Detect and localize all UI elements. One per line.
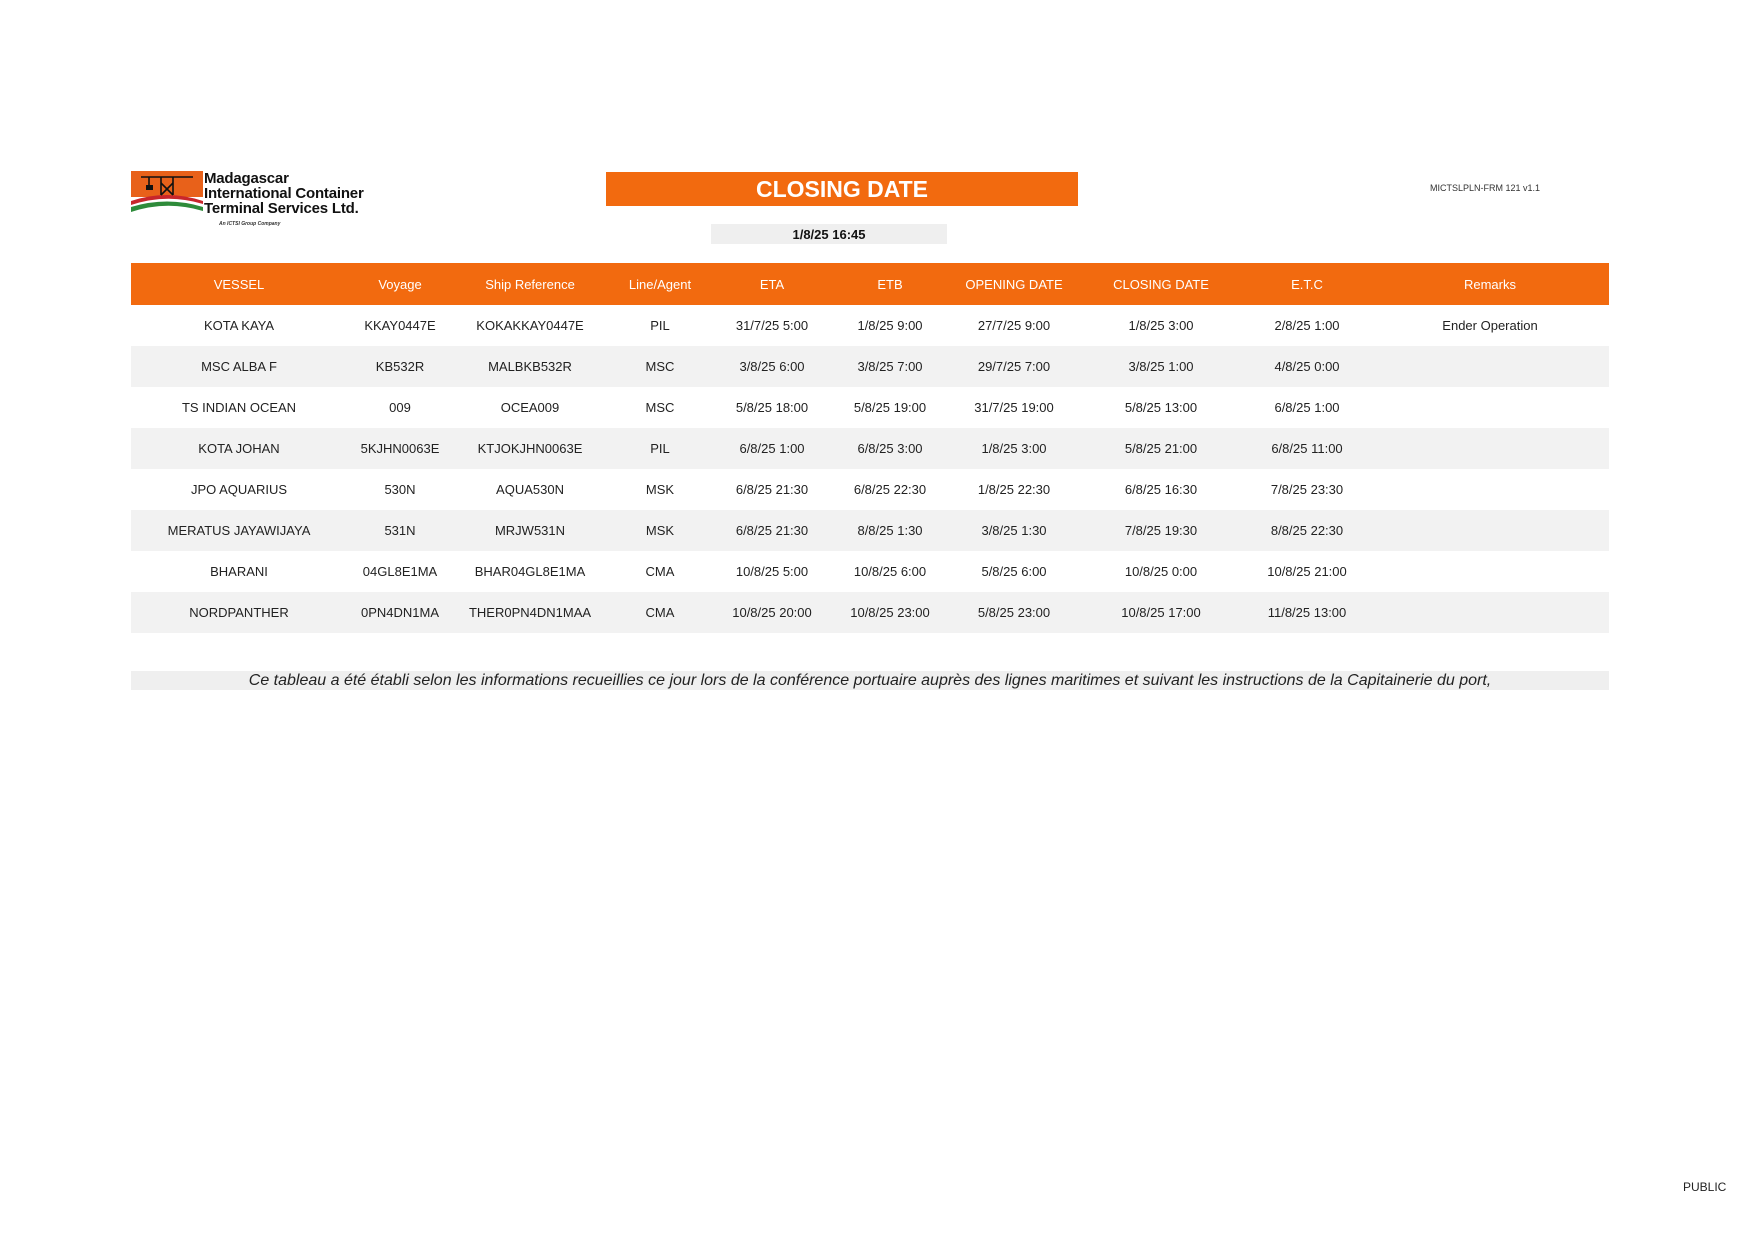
cell-ship-reference: MRJW531N [453, 510, 607, 551]
col-header-opening-date: OPENING DATE [949, 263, 1079, 305]
cell-line-agent: PIL [650, 318, 670, 333]
table-row [131, 346, 1609, 387]
company-name-line3: Terminal Services Ltd. [204, 200, 359, 217]
col-header-closing-date: CLOSING DATE [1079, 263, 1243, 305]
cell-line-agent: MSC [645, 400, 675, 415]
cell-opening-date: 5/8/25 23:00 [949, 592, 1079, 633]
cell-vessel: JPO AQUARIUS [190, 482, 288, 497]
cell-eta: 6/8/25 1:00 [713, 428, 831, 469]
cell-eta: 6/8/25 21:30 [735, 482, 809, 497]
cell-voyage: 5KJHN0063E [347, 428, 453, 469]
cell-vessel: BHARANI [210, 564, 268, 579]
table-row [131, 551, 1609, 592]
cell-eta: 6/8/25 21:30 [713, 510, 831, 551]
col-header-ship-reference: Ship Reference [453, 263, 607, 305]
cell-remarks [1371, 510, 1609, 551]
cell-etc: 10/8/25 21:00 [1267, 564, 1347, 579]
cell-opening-date: 29/7/25 7:00 [949, 346, 1079, 387]
cell-closing-date: 10/8/25 17:00 [1079, 592, 1243, 633]
cell-voyage: 530N [384, 482, 416, 497]
table-row [131, 592, 1609, 633]
cell-etb: 8/8/25 1:30 [831, 510, 949, 551]
cell-closing-date: 5/8/25 21:00 [1079, 428, 1243, 469]
cell-etb: 1/8/25 9:00 [857, 318, 923, 333]
cell-voyage: 04GL8E1MA [362, 564, 438, 579]
classification-label: PUBLIC [1683, 1180, 1727, 1194]
cell-etb: 5/8/25 19:00 [853, 400, 927, 415]
cell-line-agent: MSC [607, 346, 713, 387]
cell-closing-date: 6/8/25 16:30 [1124, 482, 1198, 497]
cell-line-agent: PIL [607, 428, 713, 469]
cell-line-agent: MSK [645, 482, 675, 497]
cell-opening-date: 27/7/25 9:00 [977, 318, 1051, 333]
col-header-remarks: Remarks [1371, 263, 1609, 305]
cell-etc: 2/8/25 1:00 [1274, 318, 1340, 333]
cell-eta: 5/8/25 18:00 [735, 400, 809, 415]
report-timestamp: 1/8/25 16:45 [711, 224, 947, 244]
page-title: CLOSING DATE [606, 172, 1078, 206]
cell-etc: 6/8/25 11:00 [1243, 428, 1371, 469]
cell-etc: 4/8/25 0:00 [1243, 346, 1371, 387]
cell-ship-reference: AQUA530N [496, 482, 564, 497]
cell-opening-date: 5/8/25 6:00 [981, 564, 1047, 579]
cell-ship-reference: MALBKB532R [453, 346, 607, 387]
cell-line-agent: CMA [645, 564, 675, 579]
cell-closing-date: 5/8/25 13:00 [1124, 400, 1198, 415]
cell-closing-date: 3/8/25 1:00 [1079, 346, 1243, 387]
footnote-text: Ce tableau a été établi selon les informations recueillies ce jour lors de la conférence portuaire auprès des lignes maritimes et suivant les instructions de la Capitainerie du port, [131, 671, 1609, 690]
cell-vessel: MERATUS JAYAWIJAYA [131, 510, 347, 551]
cell-etc: 11/8/25 13:00 [1243, 592, 1371, 633]
table-row [131, 428, 1609, 469]
company-name-line1: Madagascar [204, 170, 289, 187]
company-tagline: An ICTSI Group Company [219, 221, 281, 227]
cell-ship-reference: KOKAKKAY0447E [476, 318, 584, 333]
cell-voyage: KB532R [347, 346, 453, 387]
table-row [131, 387, 1609, 428]
cell-line-agent: MSK [607, 510, 713, 551]
table-row [131, 469, 1609, 510]
cell-voyage: KKAY0447E [364, 318, 436, 333]
cell-closing-date: 1/8/25 3:00 [1128, 318, 1194, 333]
cell-eta: 10/8/25 20:00 [713, 592, 831, 633]
cell-eta: 3/8/25 6:00 [713, 346, 831, 387]
cell-etb: 10/8/25 23:00 [831, 592, 949, 633]
cell-etb: 3/8/25 7:00 [831, 346, 949, 387]
cell-vessel: NORDPANTHER [131, 592, 347, 633]
table-row [131, 305, 1609, 346]
company-name-line2: International Container [204, 185, 364, 202]
cell-remarks [1371, 428, 1609, 469]
cell-etc: 8/8/25 22:30 [1243, 510, 1371, 551]
cell-etb: 6/8/25 22:30 [853, 482, 927, 497]
company-logo [131, 171, 376, 229]
cell-ship-reference: THER0PN4DN1MAA [453, 592, 607, 633]
cell-remarks [1371, 469, 1609, 510]
col-header-eta: ETA [713, 263, 831, 305]
cell-opening-date: 1/8/25 22:30 [977, 482, 1051, 497]
cell-closing-date: 7/8/25 19:30 [1079, 510, 1243, 551]
crane-logo-icon [131, 171, 203, 219]
cell-remarks [1371, 346, 1609, 387]
cell-voyage: 009 [389, 400, 411, 415]
cell-ship-reference: OCEA009 [500, 400, 560, 415]
col-header-line-agent: Line/Agent [607, 263, 713, 305]
cell-ship-reference: KTJOKJHN0063E [453, 428, 607, 469]
cell-voyage: 0PN4DN1MA [347, 592, 453, 633]
cell-etb: 6/8/25 3:00 [831, 428, 949, 469]
col-header-etc: E.T.C [1243, 263, 1371, 305]
col-header-vessel: VESSEL [131, 263, 347, 305]
cell-opening-date: 3/8/25 1:30 [949, 510, 1079, 551]
cell-remarks: Ender Operation [1442, 318, 1538, 333]
table-row [131, 510, 1609, 551]
cell-etc: 7/8/25 23:30 [1270, 482, 1344, 497]
cell-eta: 10/8/25 5:00 [735, 564, 809, 579]
closing-date-table [131, 263, 1609, 633]
cell-line-agent: CMA [607, 592, 713, 633]
cell-remarks [1371, 592, 1609, 633]
cell-vessel: KOTA KAYA [203, 318, 275, 333]
cell-voyage: 531N [347, 510, 453, 551]
cell-etb: 10/8/25 6:00 [853, 564, 927, 579]
cell-eta: 31/7/25 5:00 [735, 318, 809, 333]
cell-opening-date: 1/8/25 3:00 [949, 428, 1079, 469]
cell-vessel: TS INDIAN OCEAN [181, 400, 297, 415]
cell-closing-date: 10/8/25 0:00 [1124, 564, 1198, 579]
cell-ship-reference: BHAR04GL8E1MA [474, 564, 586, 579]
col-header-voyage: Voyage [347, 263, 453, 305]
document-code: MICTSLPLN-FRM 121 v1.1 [1430, 183, 1541, 193]
col-header-etb: ETB [831, 263, 949, 305]
cell-remarks [1371, 387, 1609, 428]
cell-remarks [1371, 551, 1609, 592]
cell-etc: 6/8/25 1:00 [1274, 400, 1340, 415]
cell-opening-date: 31/7/25 19:00 [974, 400, 1054, 415]
table-header-row [131, 263, 1609, 305]
cell-vessel: MSC ALBA F [131, 346, 347, 387]
cell-vessel: KOTA JOHAN [131, 428, 347, 469]
